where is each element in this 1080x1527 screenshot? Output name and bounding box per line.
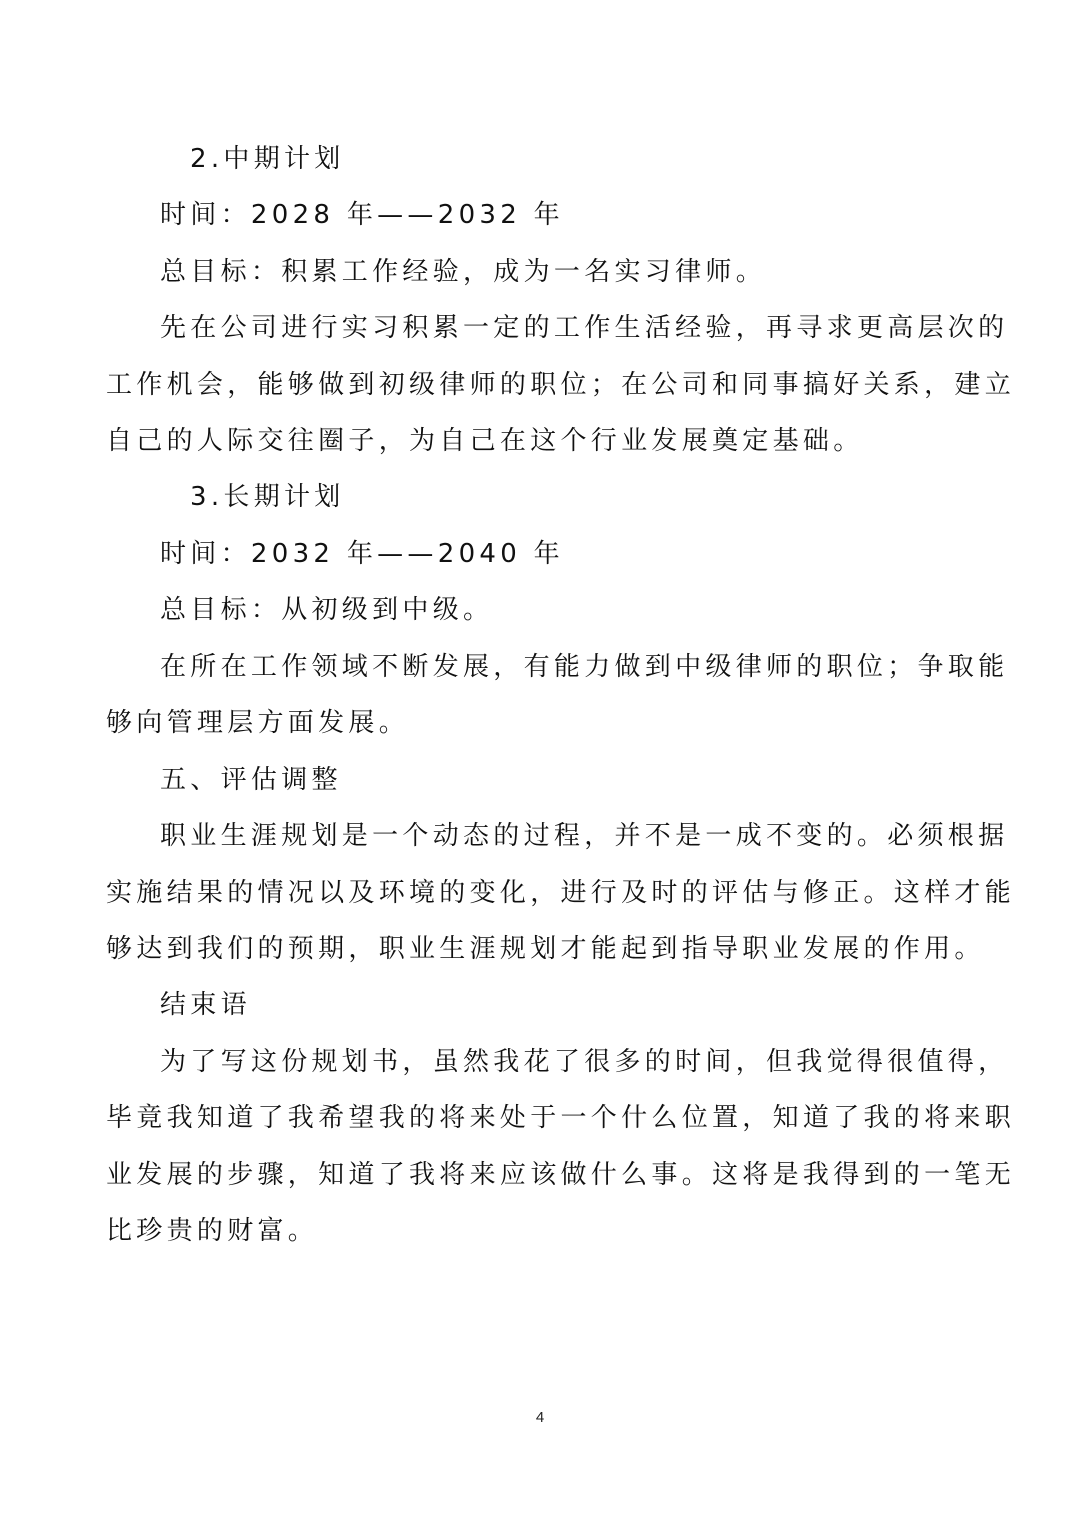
- time-line-long-term: 时间：2032 年——2040 年: [160, 539, 564, 569]
- section-heading-mid-term: 2.中期计划: [190, 144, 345, 174]
- paragraph-line: 够达到我们的预期，职业生涯规划才能起到指导职业发展的作用。: [106, 934, 985, 964]
- time-line-mid-term: 时间：2028 年——2032 年: [160, 200, 564, 230]
- section-heading-evaluation: 五、评估调整: [160, 765, 342, 795]
- paragraph-line: 毕竟我知道了我希望我的将来处于一个什么位置，知道了我的将来职: [106, 1103, 1016, 1133]
- goal-line-long-term: 总目标：从初级到中级。: [160, 595, 494, 625]
- section-heading-conclusion: 结束语: [160, 990, 251, 1020]
- paragraph-line: 够向管理层方面发展。: [106, 708, 410, 738]
- paragraph-line: 自己的人际交往圈子，为自己在这个行业发展奠定基础。: [106, 426, 864, 456]
- paragraph-line: 比珍贵的财富。: [106, 1216, 319, 1246]
- paragraph-line: 在所在工作领域不断发展，有能力做到中级律师的职位；争取能: [160, 652, 1009, 682]
- page-number: 4: [535, 1409, 545, 1426]
- paragraph-line: 业发展的步骤，知道了我将来应该做什么事。这将是我得到的一笔无: [106, 1160, 1016, 1190]
- paragraph-line: 职业生涯规划是一个动态的过程，并不是一成不变的。必须根据: [160, 821, 1009, 851]
- paragraph-line: 工作机会，能够做到初级律师的职位；在公司和同事搞好关系，建立: [106, 370, 1016, 400]
- goal-line-mid-term: 总目标：积累工作经验，成为一名实习律师。: [160, 257, 767, 287]
- paragraph-line: 为了写这份规划书，虽然我花了很多的时间，但我觉得很值得，: [160, 1047, 1009, 1077]
- paragraph-line: 先在公司进行实习积累一定的工作生活经验，再寻求更高层次的: [160, 313, 1009, 343]
- paragraph-line: 实施结果的情况以及环境的变化，进行及时的评估与修正。这样才能: [106, 878, 1016, 908]
- section-heading-long-term: 3.长期计划: [190, 482, 345, 512]
